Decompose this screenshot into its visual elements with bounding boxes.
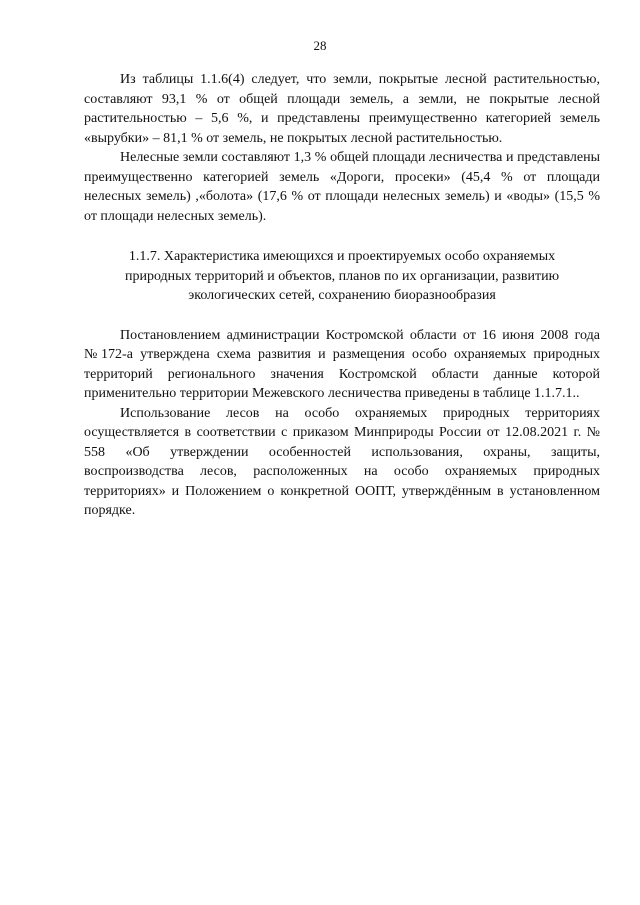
paragraph-forest-lands: Из таблицы 1.1.6(4) следует, что земли, покрытые лесной растительностью, составляют 93,1 % от общей площади земель, а земли, не покрытые лесной растительностью – 5,6 %, и представлены преимущественно категорией земель «вырубки» – 81,1 % от земель, не покрытых лесной растительностью. (84, 72, 600, 146)
paragraph-forest-use: Использование лесов на особо охраняемых природных территориях осуществляется в соответствии с приказом Минприроды России от 12.08.2021 г. № 558 «Об утверждении особенностей использования, охраны, защиты, воспроизводства лесов, расположенных на особо охраняемых природных территориях» и Положением о конкретной ООПТ, утверждённым в установленном порядке. (84, 405, 600, 518)
section-heading-line: 1.1.7. Характеристика имеющихся и проектируемых особо охраняемых (128, 249, 556, 264)
paragraph-nonforest-lands: Нелесные земли составляют 1,3 % общей площади лесничества и представлены преимущественно категорией земель «Дороги, просеки» (45,4 % от площади нелесных земель) ,«болота» (17,6 % от площади нелесных земель) и «воды» (15,5 % от площади нелесных земель). (84, 150, 600, 224)
document-body (84, 70, 600, 521)
section-heading-line: экологических сетей, сохранению биоразнообразия (188, 288, 496, 303)
page-number: 28 (313, 38, 327, 53)
section-heading-line: природных территорий и объектов, планов по их организации, развитию (124, 268, 560, 284)
paragraph-regional-decree: Постановлением администрации Костромской области от 16 июня 2008 года №172-а утверждена схема развития и размещения особо охраняемых природных территорий регионального значения Костромской области данные которой применительно территории Межевского лесничества приведены в таблице 1.1.7.1.. (84, 327, 600, 401)
section-heading (84, 247, 600, 306)
